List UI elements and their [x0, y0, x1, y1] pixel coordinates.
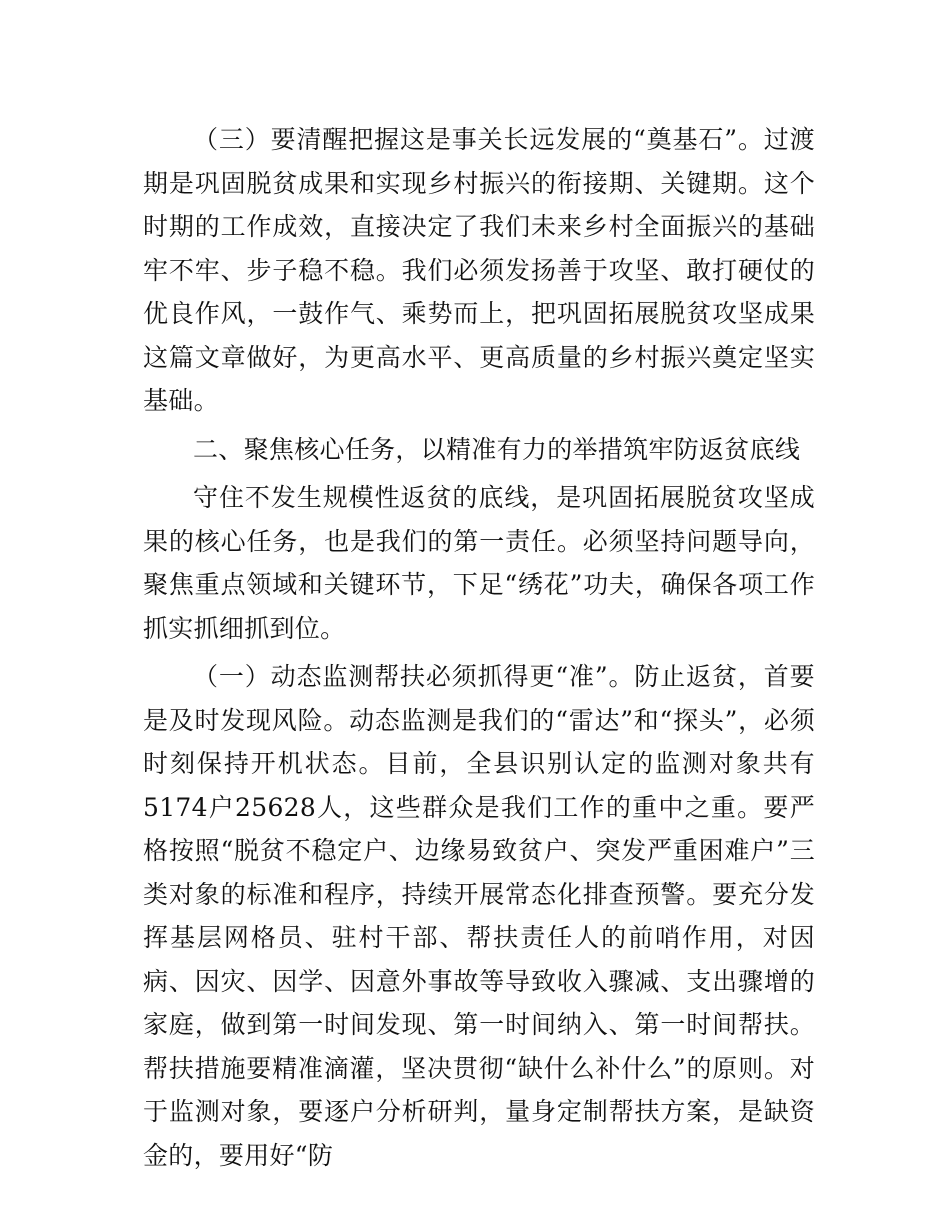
- paragraph-dynamic-monitoring: （一）动态监测帮扶必须抓得更“准”。防止返贫，首要是及时发现风险。动态监测是我们的“雷达”和“探头”，必须时刻保持开机状态。目前，全县识别认定的监测对象共有5174户25628人，这些群众是我们工作的重中之重。要严格按照“脱贫不稳定户、边缘易致贫户、突发严重困难户”三类对象的标准和程序，持续开展常态化排查预警。要充分发挥基层网格员、驻村干部、帮扶责任人的前哨作用，对因病、因灾、因学、因意外事故等导致收入骤减、支出骤增的家庭，做到第一时间发现、第一时间纳入、第一时间帮扶。帮扶措施要精准滴灌，坚决贯彻“缺什么补什么”的原则。对于监测对象，要逐户分析研判，量身定制帮扶方案，是缺资金的，要用好“防: [143, 662, 815, 1170]
- section-heading-2: 二、聚焦核心任务，以精准有力的举措筑牢防返贫底线: [193, 434, 801, 464]
- document-body: [143, 118, 815, 1177]
- paragraph-core-task: 守住不发生规模性返贫的底线，是巩固拓展脱贫攻坚成果的核心任务，也是我们的第一责任。必须坚持问题导向，聚焦重点领域和关键环节，下足“绣花”功夫，确保各项工作抓实抓细抓到位。: [143, 483, 815, 643]
- paragraph-section-3: （三）要清醒把握这是事关长远发展的“奠基石”。过渡期是巩固脱贫成果和实现乡村振兴的衔接期、关键期。这个时期的工作成效，直接决定了我们未来乡村全面振兴的基础牢不牢、步子稳不稳。我们必须发扬善于攻坚、敢打硬仗的优良作风，一鼓作气、乘势而上，把巩固拓展脱贫攻坚成果这篇文章做好，为更高水平、更高质量的乡村振兴奠定坚实基础。: [143, 125, 815, 415]
